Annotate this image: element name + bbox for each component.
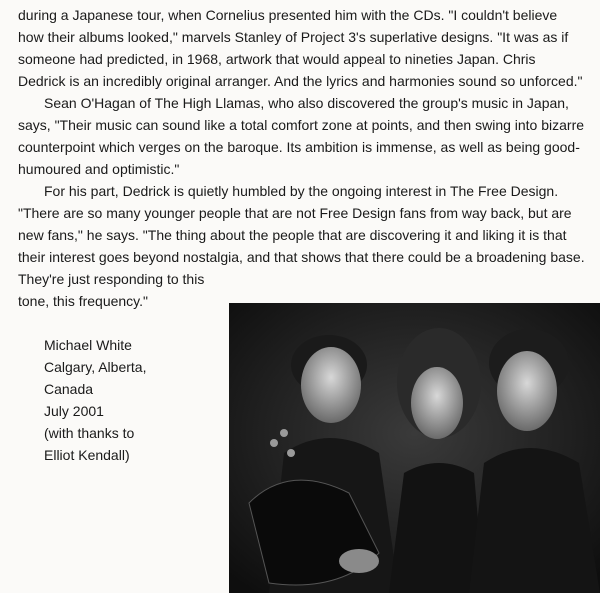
signature-line: Michael White bbox=[44, 337, 132, 353]
article-line: how their albums looked," marvels Stanley of Project 3's superlative designs. "It was as if bbox=[18, 29, 569, 45]
article-line: Dedrick is an incredibly original arranger. And the lyrics and harmonies sound so unforced." bbox=[18, 73, 583, 89]
article-line: someone had predicted, in 1968, artwork that would appeal to nineties Japan. Chris bbox=[18, 51, 536, 67]
article-line: Sean O'Hagan of The High Llamas, who also discovered the group's music in Japan, bbox=[44, 95, 569, 111]
article-line: counterpoint which verges on the baroque. Its ambition is immense, as well as being good- bbox=[18, 139, 580, 155]
article-line: new fans," he says. "The thing about the people that are discovering it and liking it is that bbox=[18, 227, 567, 243]
article-line: says, "Their music can sound like a total comfort zone at points, and then swing into bizarre bbox=[18, 117, 585, 133]
article-line: For his part, Dedrick is quietly humbled by the ongoing interest in The Free Design. bbox=[44, 183, 559, 199]
article-line: humoured and optimistic." bbox=[18, 161, 180, 177]
article-line: their interest goes beyond nostalgia, and that shows that there could be a broadening base. bbox=[18, 249, 585, 265]
article-line: tone, this frequency." bbox=[18, 293, 149, 309]
signature-line: Elliot Kendall) bbox=[44, 447, 130, 463]
signature-line: Calgary, Alberta, bbox=[44, 359, 147, 375]
article-line: during a Japanese tour, when Cornelius presented him with the CDs. "I couldn't believe bbox=[18, 7, 558, 23]
article-line: "There are so many younger people that are not Free Design fans from way back, but are bbox=[18, 205, 572, 221]
signature-line: Canada bbox=[44, 381, 94, 397]
article-line: They're just responding to this bbox=[18, 271, 205, 287]
band-photo bbox=[229, 303, 600, 593]
signature-line: July 2001 bbox=[44, 403, 104, 419]
signature-line: (with thanks to bbox=[44, 425, 135, 441]
